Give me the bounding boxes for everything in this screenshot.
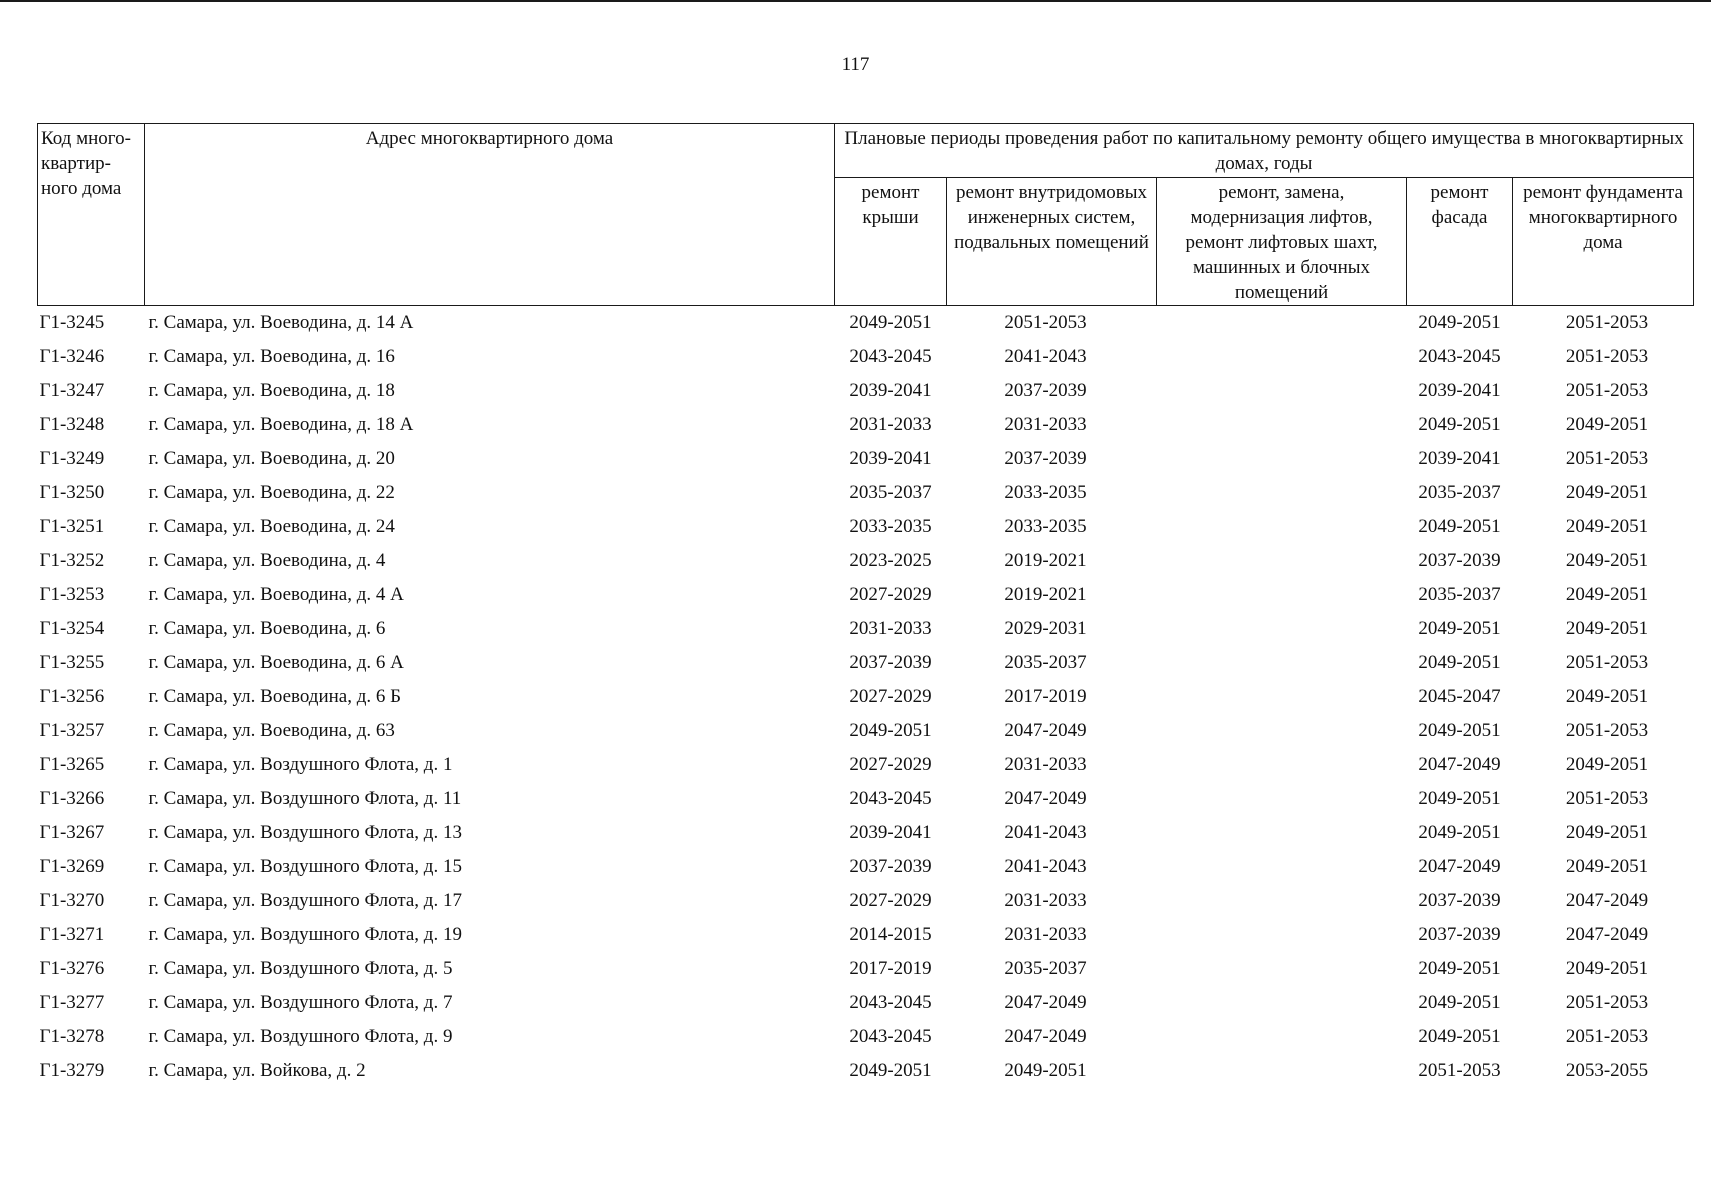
lift-period xyxy=(1157,714,1407,748)
roof-period: 2039-2041 xyxy=(849,448,932,469)
table-row xyxy=(38,340,1694,374)
house-code: Г1-3276 xyxy=(39,958,105,979)
house-address: г. Самара, ул. Воеводина, д. 63 xyxy=(148,720,395,741)
house-address: г. Самара, ул. Воздушного Флота, д. 7 xyxy=(148,992,453,1013)
lift-period xyxy=(1157,476,1407,510)
roof-period: 2033-2035 xyxy=(849,516,932,537)
facade-period: 2037-2039 xyxy=(1418,924,1501,945)
foundation-period: 2051-2053 xyxy=(1565,448,1649,469)
facade-period: 2049-2051 xyxy=(1418,788,1501,809)
facade-period: 2039-2041 xyxy=(1418,380,1501,401)
house-address: г. Самара, ул. Воеводина, д. 18 xyxy=(148,380,395,401)
roof-period: 2043-2045 xyxy=(849,992,932,1013)
roof-period: 2017-2019 xyxy=(849,958,932,979)
lift-period xyxy=(1157,1054,1407,1088)
header-foundation: ремонт фундамента многоквартирного дома xyxy=(1513,178,1694,306)
header-facade: ремонт фасада xyxy=(1407,178,1513,306)
house-address: г. Самара, ул. Воеводина, д. 6 А xyxy=(148,652,404,673)
house-address: г. Самара, ул. Воеводина, д. 14 А xyxy=(148,312,414,333)
engineering-period: 2031-2033 xyxy=(1004,924,1087,945)
house-address: г. Самара, ул. Воздушного Флота, д. 11 xyxy=(148,788,462,809)
house-address: г. Самара, ул. Воеводина, д. 22 xyxy=(148,482,395,503)
engineering-period: 2041-2043 xyxy=(1004,822,1087,843)
foundation-period: 2051-2053 xyxy=(1565,788,1649,809)
foundation-period: 2049-2051 xyxy=(1565,482,1649,503)
table-row xyxy=(38,816,1694,850)
house-address: г. Самара, ул. Воеводина, д. 24 xyxy=(148,516,395,537)
table-header xyxy=(38,124,1694,306)
foundation-period: 2051-2053 xyxy=(1565,720,1649,741)
table-row xyxy=(38,884,1694,918)
table-row xyxy=(38,1020,1694,1054)
table-row xyxy=(38,612,1694,646)
house-code: Г1-3250 xyxy=(39,482,105,503)
foundation-period: 2049-2051 xyxy=(1565,686,1649,707)
roof-period: 2031-2033 xyxy=(849,618,932,639)
facade-period: 2035-2037 xyxy=(1418,482,1501,503)
foundation-period: 2049-2051 xyxy=(1565,516,1649,537)
table-row xyxy=(38,850,1694,884)
house-code: Г1-3279 xyxy=(39,1060,105,1081)
table-row xyxy=(38,714,1694,748)
page-number: 117 xyxy=(841,54,870,75)
house-code: Г1-3245 xyxy=(39,312,105,333)
roof-period: 2043-2045 xyxy=(849,788,932,809)
facade-period: 2047-2049 xyxy=(1418,856,1501,877)
house-code: Г1-3278 xyxy=(39,1026,105,1047)
house-address: г. Самара, ул. Воеводина, д. 6 Б xyxy=(148,686,402,707)
house-address: г. Самара, ул. Воздушного Флота, д. 1 xyxy=(148,754,453,775)
engineering-period: 2047-2049 xyxy=(1004,1026,1087,1047)
house-code: Г1-3255 xyxy=(39,652,105,673)
table-row xyxy=(38,646,1694,680)
house-code: Г1-3252 xyxy=(39,550,105,571)
engineering-period: 2031-2033 xyxy=(1004,890,1087,911)
header-lifts: ремонт, замена, модернизация лифтов, ремонт лифтовых шахт, машинных и блочных помещений xyxy=(1157,178,1407,306)
roof-period: 2023-2025 xyxy=(849,550,932,571)
roof-period: 2027-2029 xyxy=(849,686,932,707)
engineering-period: 2035-2037 xyxy=(1004,652,1087,673)
table-row xyxy=(38,986,1694,1020)
house-address: г. Самара, ул. Воеводина, д. 18 А xyxy=(148,414,414,435)
house-code: Г1-3249 xyxy=(39,448,105,469)
lift-period xyxy=(1157,510,1407,544)
engineering-period: 2051-2053 xyxy=(1004,312,1087,333)
roof-period: 2043-2045 xyxy=(849,1026,932,1047)
house-code: Г1-3271 xyxy=(39,924,105,945)
foundation-period: 2049-2051 xyxy=(1565,584,1649,605)
foundation-period: 2051-2053 xyxy=(1565,346,1649,367)
engineering-period: 2031-2033 xyxy=(1004,754,1087,775)
house-code: Г1-3277 xyxy=(39,992,105,1013)
lift-period xyxy=(1157,850,1407,884)
lift-period xyxy=(1157,612,1407,646)
house-code: Г1-3246 xyxy=(39,346,105,367)
house-code: Г1-3270 xyxy=(39,890,105,911)
facade-period: 2047-2049 xyxy=(1418,754,1501,775)
facade-period: 2049-2051 xyxy=(1418,618,1501,639)
house-address: г. Самара, ул. Воздушного Флота, д. 15 xyxy=(148,856,462,877)
foundation-period: 2047-2049 xyxy=(1565,890,1649,911)
table-row xyxy=(38,782,1694,816)
header-engineering: ремонт внутридомовых инженерных систем, подвальных помещений xyxy=(947,178,1157,306)
header-roof: ремонт крыши xyxy=(835,178,947,306)
lift-period xyxy=(1157,782,1407,816)
table-row xyxy=(38,578,1694,612)
table-row xyxy=(38,680,1694,714)
facade-period: 2049-2051 xyxy=(1418,822,1501,843)
foundation-period: 2049-2051 xyxy=(1565,754,1649,775)
house-code: Г1-3266 xyxy=(39,788,105,809)
lift-period xyxy=(1157,1020,1407,1054)
roof-period: 2037-2039 xyxy=(849,652,932,673)
roof-period: 2014-2015 xyxy=(849,924,932,945)
facade-period: 2049-2051 xyxy=(1418,652,1501,673)
house-address: г. Самара, ул. Воздушного Флота, д. 13 xyxy=(148,822,462,843)
house-address: г. Самара, ул. Воздушного Флота, д. 9 xyxy=(148,1026,453,1047)
engineering-period: 2031-2033 xyxy=(1004,414,1087,435)
lift-period xyxy=(1157,952,1407,986)
roof-period: 2035-2037 xyxy=(849,482,932,503)
engineering-period: 2041-2043 xyxy=(1004,856,1087,877)
foundation-period: 2051-2053 xyxy=(1565,992,1649,1013)
table-row xyxy=(38,476,1694,510)
lift-period xyxy=(1157,986,1407,1020)
engineering-period: 2033-2035 xyxy=(1004,482,1087,503)
house-address: г. Самара, ул. Воздушного Флота, д. 17 xyxy=(148,890,462,911)
roof-period: 2027-2029 xyxy=(849,754,932,775)
lift-period xyxy=(1157,884,1407,918)
lift-period xyxy=(1157,578,1407,612)
lift-period xyxy=(1157,306,1407,341)
lift-period xyxy=(1157,374,1407,408)
table-row xyxy=(38,442,1694,476)
house-address: г. Самара, ул. Воздушного Флота, д. 19 xyxy=(148,924,462,945)
table-body xyxy=(38,306,1694,1089)
house-code: Г1-3265 xyxy=(39,754,105,775)
engineering-period: 2035-2037 xyxy=(1004,958,1087,979)
foundation-period: 2049-2051 xyxy=(1565,550,1649,571)
facade-period: 2037-2039 xyxy=(1418,890,1501,911)
house-address: г. Самара, ул. Воздушного Флота, д. 5 xyxy=(148,958,453,979)
house-address: г. Самара, ул. Воеводина, д. 4 xyxy=(148,550,386,571)
house-code: Г1-3257 xyxy=(39,720,105,741)
engineering-period: 2049-2051 xyxy=(1004,1060,1087,1081)
facade-period: 2049-2051 xyxy=(1418,516,1501,537)
engineering-period: 2037-2039 xyxy=(1004,380,1087,401)
roof-period: 2027-2029 xyxy=(849,584,932,605)
facade-period: 2043-2045 xyxy=(1418,346,1501,367)
house-code: Г1-3248 xyxy=(39,414,105,435)
house-address: г. Самара, ул. Воеводина, д. 6 xyxy=(148,618,386,639)
table-row xyxy=(38,510,1694,544)
roof-period: 2039-2041 xyxy=(849,822,932,843)
foundation-period: 2047-2049 xyxy=(1565,924,1649,945)
lift-period xyxy=(1157,442,1407,476)
header-address: Адрес многоквартирного дома xyxy=(145,124,835,306)
foundation-period: 2049-2051 xyxy=(1565,822,1649,843)
foundation-period: 2053-2055 xyxy=(1565,1060,1649,1081)
lift-period xyxy=(1157,408,1407,442)
foundation-period: 2049-2051 xyxy=(1565,618,1649,639)
engineering-period: 2041-2043 xyxy=(1004,346,1087,367)
roof-period: 2043-2045 xyxy=(849,346,932,367)
facade-period: 2037-2039 xyxy=(1418,550,1501,571)
house-code: Г1-3269 xyxy=(39,856,105,877)
facade-period: 2049-2051 xyxy=(1418,1026,1501,1047)
lift-period xyxy=(1157,646,1407,680)
header-code: Код много-квартир-ного дома xyxy=(38,124,145,306)
lift-period xyxy=(1157,918,1407,952)
table-row xyxy=(38,544,1694,578)
foundation-period: 2049-2051 xyxy=(1565,958,1649,979)
capital-repair-plan-table xyxy=(37,123,1694,1088)
house-address: г. Самара, ул. Войкова, д. 2 xyxy=(148,1060,366,1081)
lift-period xyxy=(1157,816,1407,850)
engineering-period: 2047-2049 xyxy=(1004,720,1087,741)
roof-period: 2049-2051 xyxy=(849,720,932,741)
table-row xyxy=(38,374,1694,408)
roof-period: 2039-2041 xyxy=(849,380,932,401)
lift-period xyxy=(1157,544,1407,578)
roof-period: 2027-2029 xyxy=(849,890,932,911)
facade-period: 2045-2047 xyxy=(1418,686,1501,707)
engineering-period: 2047-2049 xyxy=(1004,788,1087,809)
house-code: Г1-3253 xyxy=(39,584,105,605)
table-row xyxy=(38,1054,1694,1088)
lift-period xyxy=(1157,748,1407,782)
facade-period: 2049-2051 xyxy=(1418,958,1501,979)
table-row xyxy=(38,952,1694,986)
facade-period: 2039-2041 xyxy=(1418,448,1501,469)
header-planned-periods: Плановые периоды проведения работ по капитальному ремонту общего имущества в многоквартирных домах, годы xyxy=(835,124,1694,178)
table-row xyxy=(38,748,1694,782)
engineering-period: 2019-2021 xyxy=(1004,550,1087,571)
house-address: г. Самара, ул. Воеводина, д. 4 А xyxy=(148,584,404,605)
table-row xyxy=(38,408,1694,442)
house-address: г. Самара, ул. Воеводина, д. 16 xyxy=(148,346,395,367)
engineering-period: 2037-2039 xyxy=(1004,448,1087,469)
house-code: Г1-3247 xyxy=(39,380,105,401)
lift-period xyxy=(1157,340,1407,374)
table-row xyxy=(38,306,1694,341)
engineering-period: 2017-2019 xyxy=(1004,686,1087,707)
facade-period: 2051-2053 xyxy=(1418,1060,1501,1081)
house-address: г. Самара, ул. Воеводина, д. 20 xyxy=(148,448,395,469)
house-code: Г1-3251 xyxy=(39,516,105,537)
engineering-period: 2047-2049 xyxy=(1004,992,1087,1013)
facade-period: 2049-2051 xyxy=(1418,312,1501,333)
foundation-period: 2049-2051 xyxy=(1565,414,1649,435)
facade-period: 2049-2051 xyxy=(1418,992,1501,1013)
engineering-period: 2033-2035 xyxy=(1004,516,1087,537)
foundation-period: 2051-2053 xyxy=(1565,312,1649,333)
roof-period: 2037-2039 xyxy=(849,856,932,877)
house-code: Г1-3254 xyxy=(39,618,105,639)
foundation-period: 2051-2053 xyxy=(1565,1026,1649,1047)
top-border-line xyxy=(0,0,1711,2)
roof-period: 2049-2051 xyxy=(849,312,932,333)
lift-period xyxy=(1157,680,1407,714)
facade-period: 2049-2051 xyxy=(1418,720,1501,741)
foundation-period: 2049-2051 xyxy=(1565,856,1649,877)
facade-period: 2049-2051 xyxy=(1418,414,1501,435)
engineering-period: 2019-2021 xyxy=(1004,584,1087,605)
house-code: Г1-3256 xyxy=(39,686,105,707)
roof-period: 2031-2033 xyxy=(849,414,932,435)
table-row xyxy=(38,918,1694,952)
foundation-period: 2051-2053 xyxy=(1565,652,1649,673)
facade-period: 2035-2037 xyxy=(1418,584,1501,605)
foundation-period: 2051-2053 xyxy=(1565,380,1649,401)
engineering-period: 2029-2031 xyxy=(1004,618,1087,639)
house-code: Г1-3267 xyxy=(39,822,105,843)
roof-period: 2049-2051 xyxy=(849,1060,932,1081)
